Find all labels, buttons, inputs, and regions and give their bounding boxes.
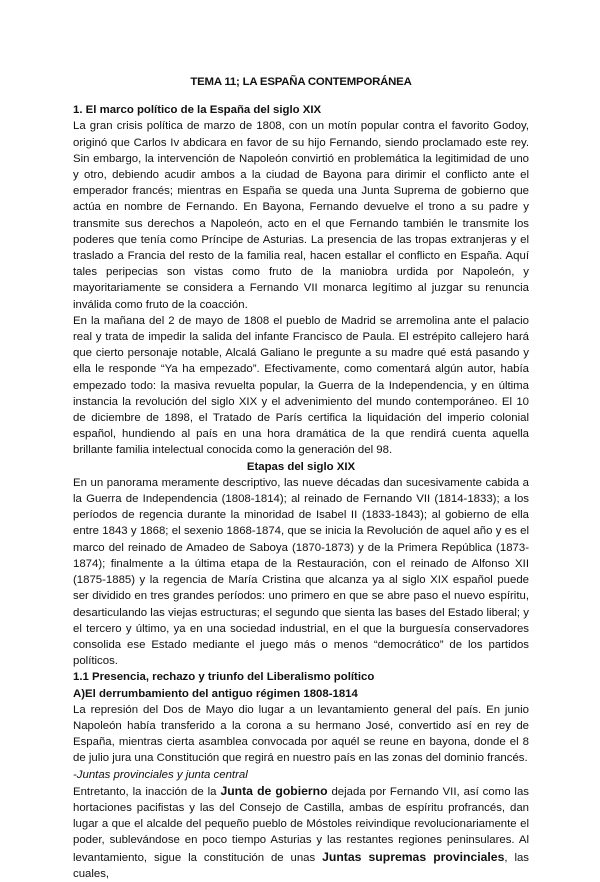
section-heading-etapas: Etapas del siglo XIX xyxy=(246,460,356,473)
term-juntas-supremas-provinciales: Juntas supremas provinciales xyxy=(322,849,505,864)
paragraph-juntas-text-2: dejada por Fernando VII, así como las hortaciones pacifistas y las del Consejo de Castilla, ambas de espíritu profrancés, dan lugar a que el alcalde del pequeño pueblo de Móstoles reivindique revolucionariamente el poder, sublevándose en poco tiempo Asturias y las restantes regiones peninsulares. Al levantamiento, sigue la constitución de unas xyxy=(73,785,529,864)
section-heading-marco-politico: 1. El marco político de la España del siglo XIX xyxy=(73,104,322,117)
paragraph-crisis-1808: La gran crisis política de marzo de 1808, con un motín popular contra el favorito Godoy, originó que Carlos Iv abdicara en favor de su hijo Fernando, siendo proclamado este rey. Sin embargo, la intervención de Napoleón convirtió en problemática la legitimidad de uno y otro, debiendo acudir ambos a la ciudad de Bayona para dirimir el conflicto ante el emperador francés; mientras en España se queda una Junta Suprema de gobierno que actúa en nombre de Fernando. En Bayona, Fernando devuelve el trono a su padre y transmite sus derechos a Napoleón, acto en el que Fernando también le transmite los poderes que tenía como Príncipe de Asturias. La presencia de las tropas extranjeras y el traslado a Francia del resto de la familia real, hacen estallar el conflicto en España. Aquí tales peripecias son vistas como fruto de la maniobra urdida por Napoleón, y mayoritariamente se considera a Fernando VII monarca legítimo al juzgar su renuncia inválida como fruto de la coacción. xyxy=(73,120,529,311)
paragraph-represion: La represión del Dos de Mayo dio lugar a un levantamiento general del país. En junio Napoleón había transferido a la corona a su hermano José, convertido así en rey de España, mientras cierta asamblea convocada por aquél se reune en bayona, donde el 8 de julio jura una Constitución que regirá en nuestro país en las zonas del dominio francés. xyxy=(73,703,529,765)
section-heading-liberalismo: 1.1 Presencia, rechazo y triunfo del Liberalismo político xyxy=(73,671,375,684)
document-title: TEMA 11; LA ESPAÑA CONTEMPORÁNEA xyxy=(190,76,412,88)
paragraph-etapas: En un panorama meramente descriptivo, las nueve décadas dan sucesivamente cabida a la Guerra de Independencia (1808-1814); al reinado de Fernando VII (1814-1833); a los períodos de regencia durante la minoridad de Isabel II (1833-1843); al gobierno de ella entre 1843 y 1868; el sexenio 1868-1874, que se inicia la Revolución de aquel año y es el marco del reinado de Amadeo de Saboya (1870-1873) y de la Primera República (1873-1874); finalmente a la última etapa de la Restauración, con el reinado de Alfonso XII (1875-1885) y la regencia de María Cristina que alcanza ya al siglo XIX español puede ser dividido en tres grandes períodos: uno primero en que se abre paso el nuevo espíritu, desarticulando las viejas estructuras; el segundo que sienta las bases del Estado liberal; y el tercero y último, ya en una sociedad industrial, en el que la burguesía conservadores consolida ese Estado mediante el juego más o menos “democrático” de los partidos políticos. xyxy=(73,476,529,668)
section-heading-antiguo-regimen: A)El derrumbamiento del antiguo régimen 1808-1814 xyxy=(73,687,358,700)
paragraph-juntas xyxy=(73,783,529,882)
paragraph-juntas-text-3: , las cuales, xyxy=(73,851,530,880)
document-body xyxy=(73,74,529,882)
paragraph-dos-de-mayo: En la mañana del 2 de mayo de 1808 el pueblo de Madrid se arremolina ante el palacio real y trata de impedir la salida del infante Francisco de Paula. El estrépito callejero hará que cierto personaje notable, Alcalá Galiano le pregunte a su madre qué está pasando y ella le responde “Ya ha empezado”. Efectivamente, como comentará algún autor, había empezado todo: la masiva revuelta popular, la Guerra de la Independencia, y en última instancia la revolución del siglo XIX y el advenimiento del mundo contemporáneo. El 10 de diciembre de 1898, el Tratado de París certifica la liquidación del imperio colonial español, hundiendo al país en una hora dramática de la que rendirá cuenta aquella brillante familia intelectual conocida como la generación del 98. xyxy=(73,314,529,457)
subheading-juntas: -Juntas provinciales y junta central xyxy=(73,768,248,781)
term-junta-de-gobierno: Junta de gobierno xyxy=(220,783,328,798)
paragraph-juntas-text-1: Entretanto, la inacción de la xyxy=(73,785,221,798)
